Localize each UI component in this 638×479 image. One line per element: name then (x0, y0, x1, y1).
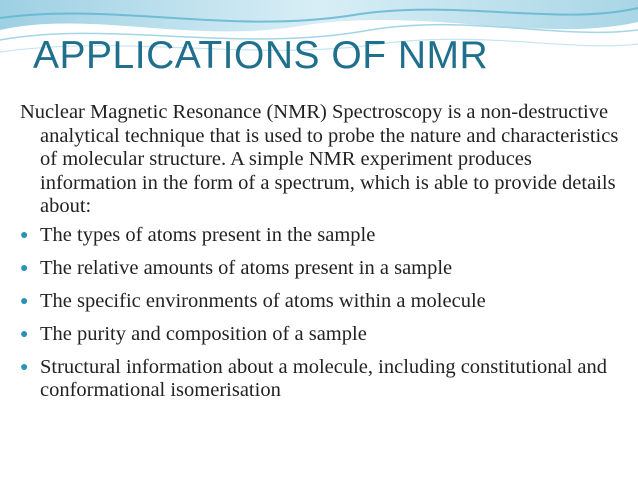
bullet-item (20, 290, 620, 314)
filled-circle-icon: ● (20, 359, 29, 375)
bullet-text: The specific environments of atoms within a molecule (40, 289, 486, 312)
bullet-item (20, 323, 620, 347)
slide-content (20, 101, 620, 412)
bullet-text: The purity and composition of a sample (40, 322, 367, 345)
bullet-item (20, 257, 620, 281)
filled-circle-icon: ● (20, 293, 29, 309)
filled-circle-icon: ● (20, 260, 29, 276)
bullet-list (20, 224, 620, 403)
filled-circle-icon: ● (20, 326, 29, 342)
bullet-text: The types of atoms present in the sample (40, 223, 376, 246)
bullet-item (20, 356, 620, 403)
filled-circle-icon: ● (20, 227, 29, 243)
bullet-item (20, 224, 620, 248)
slide-title: APPLICATIONS OF NMR (33, 34, 489, 77)
intro-paragraph: Nuclear Magnetic Resonance (NMR) Spectroscopy is a non-destructive analytical technique that is used to probe the nature and characteristics of molecular structure. A simple NMR experiment produces information in the form of a spectrum, which is able to provide details about: (20, 101, 619, 217)
bullet-text: The relative amounts of atoms present in a sample (40, 256, 453, 279)
bullet-text: Structural information about a molecule, including constitutional and conformational isomerisation (40, 355, 608, 401)
